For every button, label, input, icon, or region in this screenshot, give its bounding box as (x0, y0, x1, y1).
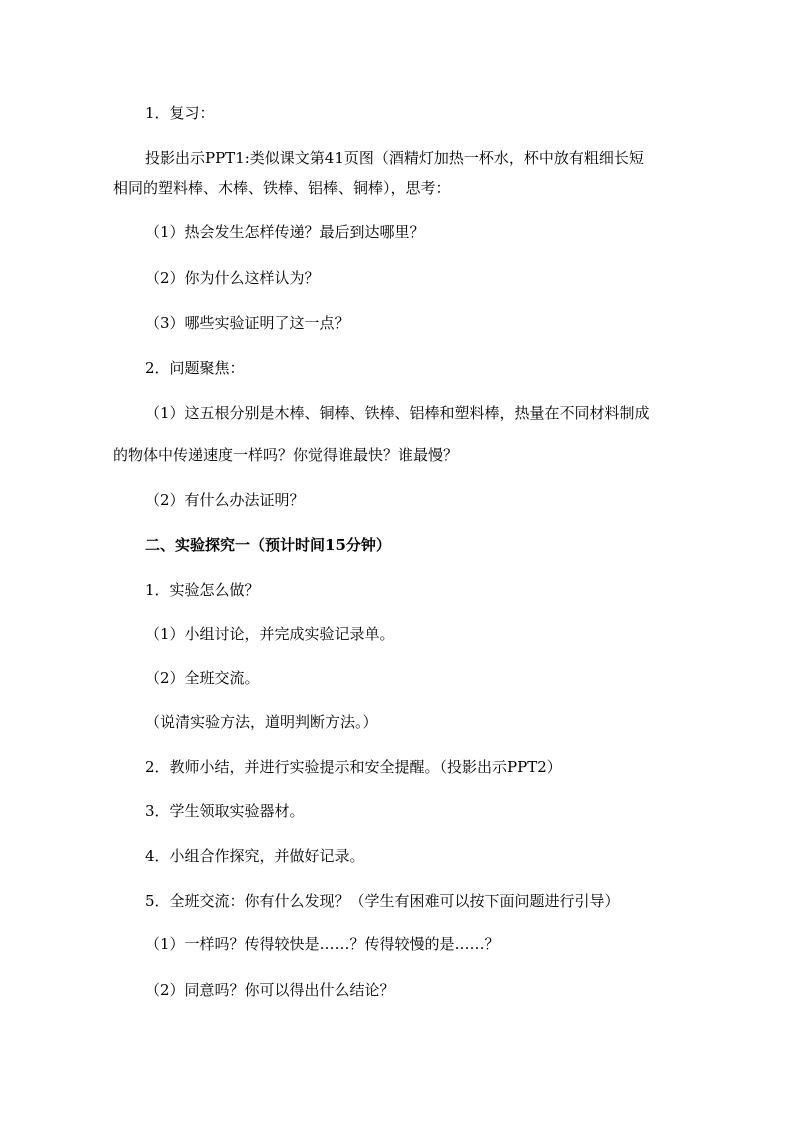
focus-heading: 2．问题聚焦： (145, 359, 245, 377)
ppt1-line-2: 相同的塑料棒、木棒、铁棒、铝棒、铜棒），思考： (113, 179, 451, 197)
step-1: 1．实验怎么做？ (145, 581, 260, 599)
review-heading: 1．复习： (145, 104, 215, 122)
focus-question-1-line-2: 的物体中传递速度一样吗？你觉得谁最快？谁最慢？ (113, 446, 459, 464)
focus-question-2: （2）有什么办法证明？ (145, 491, 305, 509)
step-4: 4．小组合作探究，并做好记录。 (145, 847, 365, 865)
ppt1-line-1: 投影出示PPT1:类似课文第41页图（酒精灯加热一杯水，杯中放有粗细长短 (145, 149, 644, 167)
question-1: （1）热会发生怎样传递？最后到达哪里？ (145, 223, 425, 241)
section-heading-experiment: 二、实验探究一（预计时间15分钟） (145, 536, 391, 554)
focus-question-1-line-1: （1）这五根分别是木棒、铜棒、铁棒、铝棒和塑料棒，热量在不同材料制成 (145, 404, 650, 422)
step-1-note: （说清实验方法，道明判断方法。） (145, 713, 378, 731)
step-3: 3．学生领取实验器材。 (145, 802, 305, 820)
step-5: 5．全班交流：你有什么发现？（学生有困难可以按下面问题进行引导） (145, 892, 620, 910)
step-1-sub-2: （2）全班交流。 (145, 669, 260, 687)
step-5-question-1: （1）一样吗？传得较快是……？传得较慢的是……？ (145, 935, 500, 953)
step-2: 2．教师小结，并进行实验提示和安全提醒。（投影出示PPT2） (145, 758, 562, 776)
question-3: （3）哪些实验证明了这一点？ (145, 314, 350, 332)
step-5-question-2: （2）同意吗？你可以得出什么结论？ (145, 981, 395, 999)
step-1-sub-1: （1）小组讨论，并完成实验记录单。 (145, 625, 395, 643)
question-2: （2）你为什么这样认为？ (145, 269, 320, 287)
